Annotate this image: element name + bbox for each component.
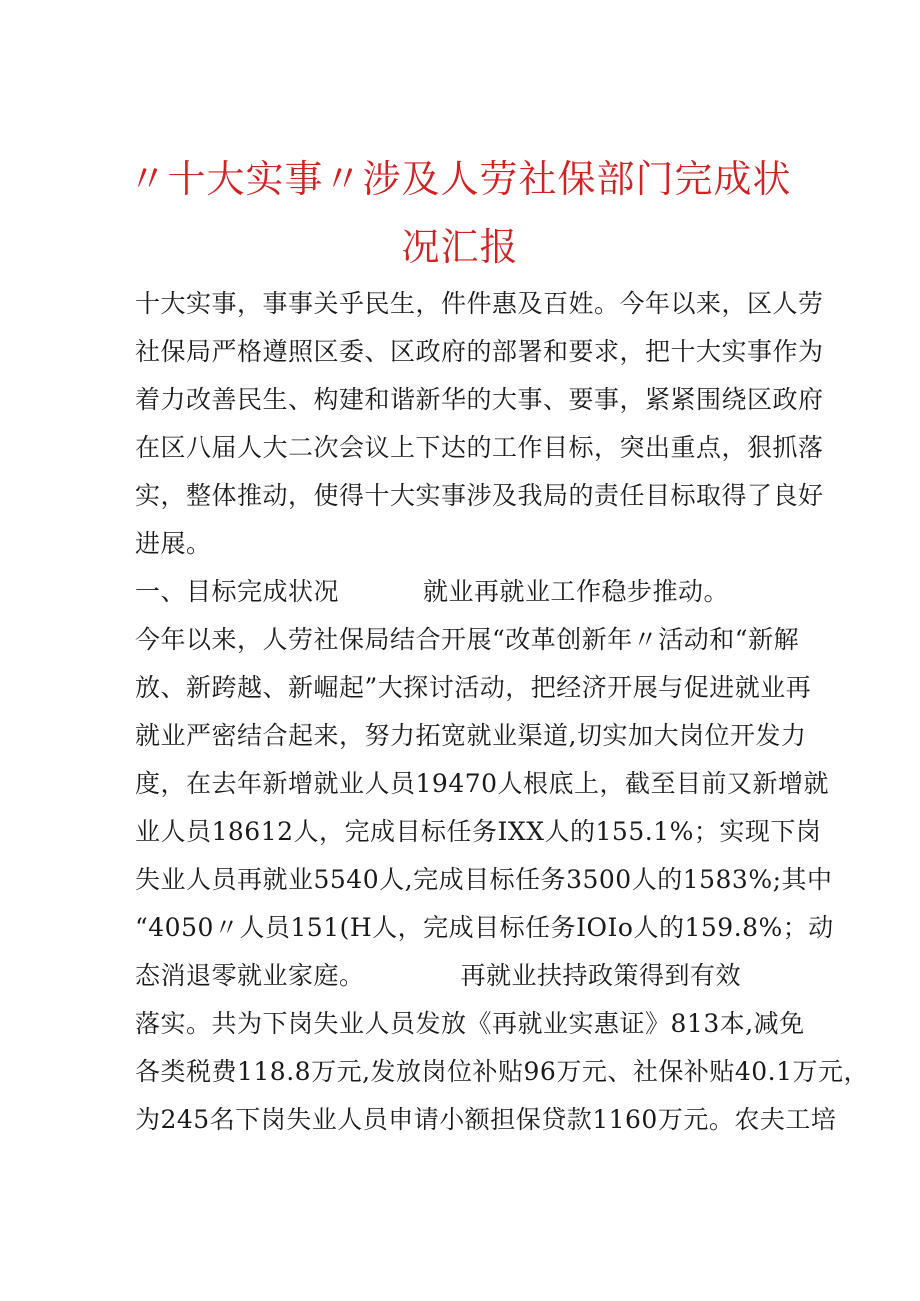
- text-line: 为245名下岗失业人员申请小额担保贷款1160万元。农夫工培: [135, 1105, 837, 1134]
- text-line: 业人员18612人，完成目标任务IXX人的155.1%；实现下岗: [135, 817, 822, 846]
- text-line: “4050〃人员151(H人，完成目标任务IOIo人的159.8%；动: [135, 913, 834, 942]
- text-line: 就业严密结合起来，努力拓宽就业渠道,切实加大岗位开发力: [135, 721, 807, 750]
- text-line: 今年以来，人劳社保局结合开展“改革创新年〃活动和“新解: [135, 625, 800, 654]
- mixed-line: [135, 952, 795, 1000]
- section-subheading: 就业再就业工作稳步推动。: [423, 577, 730, 606]
- text-line: 落实。共为下岗失业人员发放《再就业实惠证》813本,减免: [135, 1009, 805, 1038]
- text-line: 进展。: [135, 529, 212, 558]
- text-line: 社保局严格遵照区委、区政府的部署和要求，把十大实事作为: [135, 337, 824, 366]
- section-heading-line: [135, 568, 795, 616]
- text-line: 十大实事，事事关乎民生，件件惠及百姓。今年以来，区人劳: [135, 289, 824, 318]
- mixed-line-right: 再就业扶持政策得到有效: [460, 961, 742, 990]
- text-line: 实，整体推动，使得十大实事涉及我局的责任目标取得了良好: [135, 481, 824, 510]
- mixed-line-left: 态消退零就业家庭。: [135, 961, 365, 990]
- text-line: 着力改善民生、构建和谐新华的大事、要事，紧紧围绕区政府: [135, 385, 824, 414]
- document-title: [120, 145, 800, 281]
- section-heading: 一、目标完成状况: [135, 577, 340, 606]
- document-body: [135, 280, 869, 1144]
- text-line: 在区八届人大二次会议上下达的工作目标，突出重点，狠抓落: [135, 433, 824, 462]
- text-line: 失业人员再就业5540人,完成目标任务3500人的1583%;其中: [135, 865, 833, 894]
- text-line: 度，在去年新增就业人员19470人根底上，截至目前又新增就: [135, 769, 830, 798]
- title-line-2: 况汇报: [401, 225, 519, 269]
- title-line-1: 〃十大实事〃涉及人劳社保部门完成状: [128, 157, 792, 201]
- text-line: 各类税费118.8万元,发放岗位补贴96万元、社保补贴40.1万元，: [135, 1057, 869, 1086]
- text-line: 放、新跨越、新崛起”大探讨活动，把经济开展与促进就业再: [135, 673, 812, 702]
